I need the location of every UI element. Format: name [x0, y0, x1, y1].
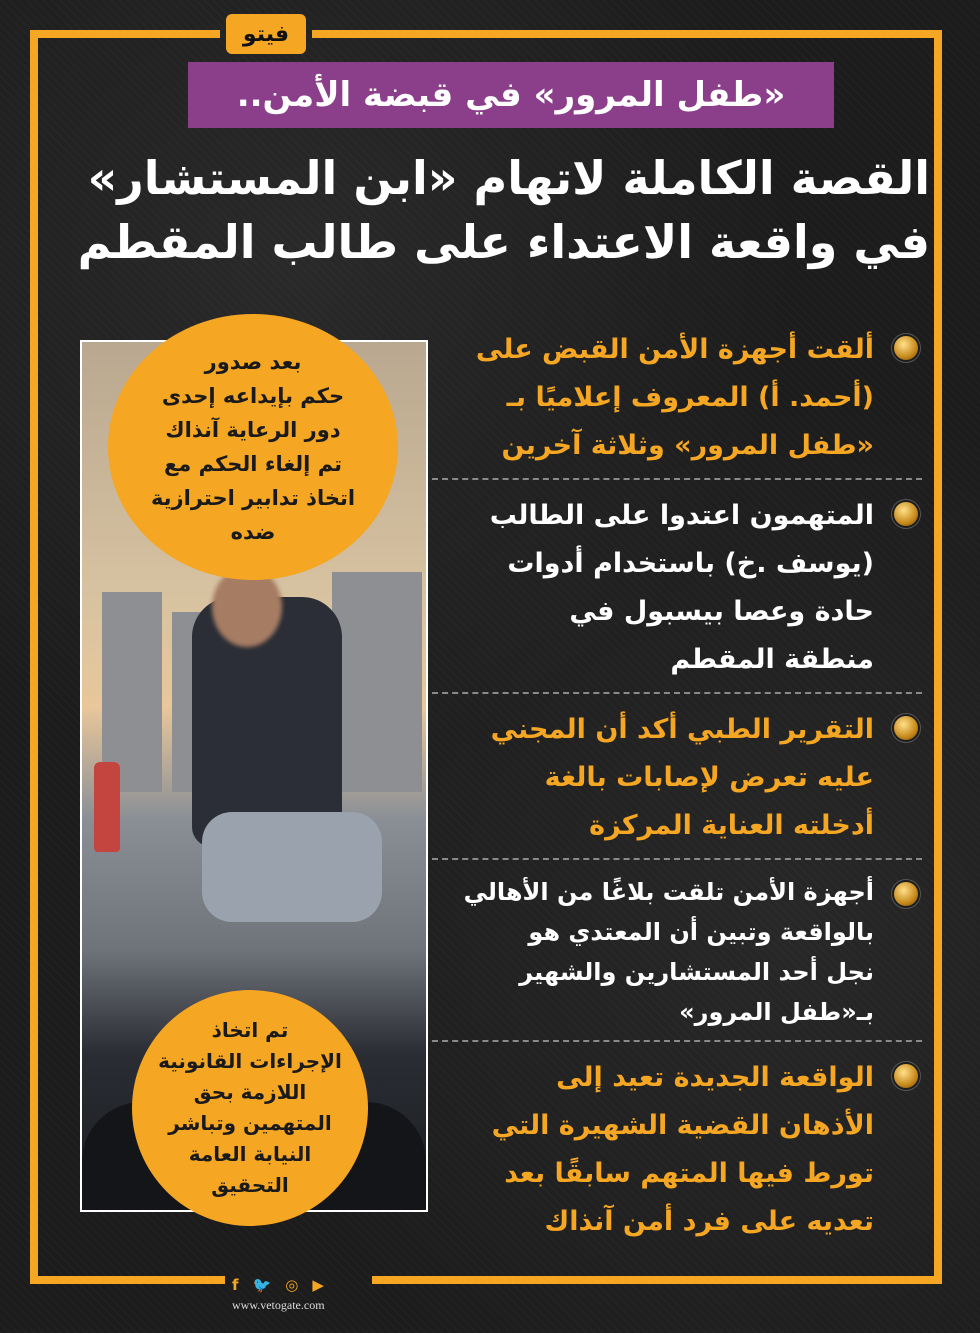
circle-top-line: بعد صدور	[204, 350, 302, 374]
bullet-item	[432, 492, 922, 684]
divider	[432, 478, 922, 480]
bullet-line: الواقعة الجديدة تعيد إلى	[556, 1062, 874, 1093]
bullet-line: تعديه على فرد أمن آنذاك	[544, 1206, 874, 1237]
bullet-line: «طفل المرور» وثلاثة آخرين	[501, 430, 874, 461]
twitter-icon[interactable]: 🐦	[252, 1276, 272, 1294]
divider	[432, 1040, 922, 1042]
youtube-icon[interactable]: ▶	[312, 1276, 324, 1294]
circle-top-line: تم إلغاء الحكم مع	[163, 452, 343, 476]
circle-top-line: دور الرعاية آنذاك	[165, 418, 341, 442]
bullet-line: أجهزة الأمن تلقت بلاغًا من الأهالي	[463, 878, 874, 906]
info-circle-top	[108, 314, 398, 580]
bullet-line: منطقة المقطم	[670, 644, 874, 675]
bullet-item	[432, 706, 922, 850]
circle-bottom-line: النيابة العامة	[188, 1142, 312, 1166]
circle-bottom-line: المتهمين وتباشر	[168, 1111, 332, 1135]
circle-bottom-line: التحقيق	[211, 1173, 289, 1197]
bullet-line: تورط فيها المتهم سابقًا بعد	[504, 1158, 874, 1189]
frame-bottom-left	[30, 1276, 225, 1284]
circle-top-line: ضده	[230, 520, 276, 544]
bullet-line: بالواقعة وتبين أن المعتدي هو	[528, 918, 874, 946]
bullet-item	[432, 326, 922, 470]
frame-right	[934, 30, 942, 1284]
footer	[232, 1276, 362, 1313]
bullet-line: عليه تعرض لإصابات بالغة	[544, 762, 874, 793]
website-url[interactable]: www.vetogate.com	[232, 1298, 325, 1312]
circle-top-line: حكم بإيداعه إحدى	[161, 384, 345, 408]
bullet-line: أدخلته العناية المركزة	[589, 810, 874, 841]
headline-line-2: في واقعة الاعتداء على طالب المقطم	[77, 215, 930, 269]
bullet-list	[432, 326, 922, 1246]
bullet-dot-icon	[894, 882, 918, 906]
bottle-shape	[94, 762, 120, 852]
headline	[40, 146, 930, 274]
bullet-line: حادة وعصا بيسبول في	[569, 596, 874, 627]
instagram-icon[interactable]: ◎	[285, 1276, 299, 1294]
divider	[432, 692, 922, 694]
divider	[432, 858, 922, 860]
bullet-line: الأذهان القضية الشهيرة التي	[491, 1110, 874, 1141]
bullet-item	[432, 872, 922, 1032]
frame-top-left	[30, 30, 220, 38]
bullet-line: التقرير الطبي أكد أن المجني	[490, 714, 874, 745]
bullet-line: المتهمون اعتدوا على الطالب	[489, 500, 874, 531]
circle-top-line: اتخاذ تدابير احترازية	[150, 486, 356, 510]
bullet-line: (أحمد. أ) المعروف إعلاميًا بـ	[506, 382, 874, 413]
headline-line-1: القصة الكاملة لاتهام «ابن المستشار»	[87, 151, 930, 205]
frame-bottom-right	[372, 1276, 942, 1284]
bullet-line: (يوسف .خ) باستخدام أدوات	[507, 548, 874, 579]
bullet-item	[432, 1054, 922, 1246]
bullet-dot-icon	[894, 502, 918, 526]
circle-bottom-line: الإجراءات القانونية	[158, 1049, 342, 1073]
bullet-dot-icon	[894, 1064, 918, 1088]
info-circle-bottom	[132, 990, 368, 1226]
bullet-line: ألقت أجهزة الأمن القبض على	[475, 334, 874, 365]
circle-bottom-line: اللازمة بحق	[193, 1080, 307, 1104]
frame-left	[30, 30, 38, 1284]
frame-top-right	[312, 30, 942, 38]
bullet-line: بـ«طفل المرور»	[679, 998, 874, 1026]
bullet-line: نجل أحد المستشارين والشهير	[519, 958, 874, 986]
bullet-dot-icon	[894, 716, 918, 740]
circle-bottom-line: تم اتخاذ	[211, 1018, 289, 1042]
brand-logo: فيتو	[226, 14, 306, 54]
facebook-icon[interactable]: f	[232, 1276, 239, 1294]
bullet-dot-icon	[894, 336, 918, 360]
kicker-banner: «طفل المرور» في قبضة الأمن..	[188, 62, 834, 128]
